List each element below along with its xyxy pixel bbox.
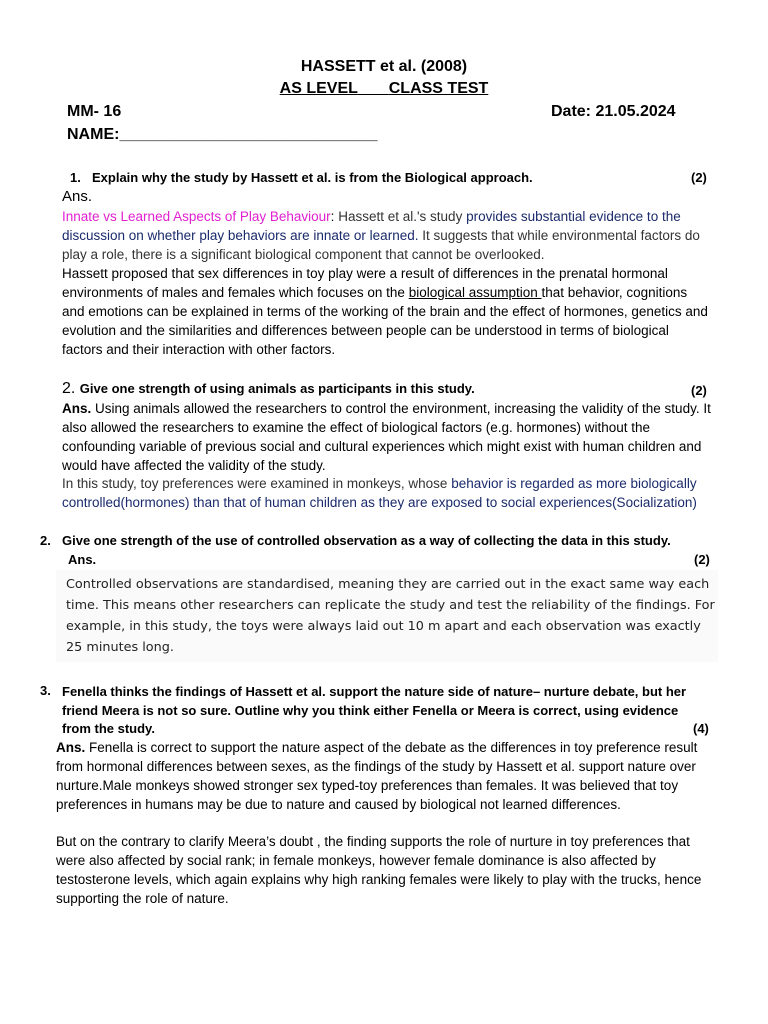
q3-answer-text: Controlled observations are standardised, meaning they are carried out in the exact same way each time. This means other researchers can replicate the study and test the reliability of the findings. For example, in this study, the toys were always laid out 10 m apart and each observation was exactly 25 minutes long. [66,577,715,655]
subtitle-test: CLASS TEST [388,80,489,97]
q3-question: Give one strength of the use of controlled observation as a way of collecting the data in this study. [62,533,671,548]
q2-number: 2. [62,380,76,397]
test-date: Date: 21.05.2024 [551,103,676,120]
q3-answer-box [56,570,718,662]
doc-title: HASSETT et al. (2008) [300,58,468,75]
q4-marks: (4) [693,721,709,736]
q4-answer-p2: But on the contrary to clarify Meera’s doubt , the finding supports the role of nurture in toy preferences that were also affected by social rank; in female monkeys, however female dominance is also affected by testosterone levels, which again explains why high ranking females were likely to play with the trucks, hence supporting the role of nature. [56,834,702,906]
q3-number: 2. [40,533,51,548]
q1-question: Explain why the study by Hassett et al. is from the Biological approach. [92,170,533,185]
q1-number: 1. [70,170,81,185]
q1-answer-p1: Innate vs Learned Aspects of Play Behaviour: Hassett et al.'s study provides substantial evidence to the discussion on whether play behaviors are innate or learned. It suggests that while environmental factors do play a role, there is a significant biological component that cannot be overlooked. [62,209,700,262]
q1-heading: Innate vs Learned Aspects of Play Behaviour [62,209,331,224]
q2-heading [62,380,475,398]
q4-number: 3. [40,683,51,698]
q3-ans-label: Ans. [68,552,97,567]
name-label: NAME: [67,126,120,143]
q1-answer-p2: Hassett proposed that sex differences in toy play were a result of differences in the prenatal hormonal environments of males and females which focuses on the biological assumption that behavior, cognitions and emotions can be explained in terms of the working of the brain and the effect of hormones, genetics and evolution and the similarities and differences between people can be understood in terms of biological factors and their interaction with other factors. [62,266,708,357]
subtitle-level: AS LEVEL [279,80,358,97]
q1-marks: (2) [691,170,707,185]
q4-question: Fenella thinks the findings of Hassett et al. support the nature side of nature– nurture debate, but her friend Meera is not so sure. Outline why you think either Fenella or Meera is correct, using evidence from the study. [62,684,687,736]
q2-question: Give one strength of using animals as participants in this study. [79,381,475,396]
doc-subtitle [0,80,768,98]
q4-answer-p1: Ans. Fenella is correct to support the nature aspect of the debate as the differences in toy preference result from hormonal differences between sexes, as the findings of the study by Hassett et al. support nature over nurture.Male monkeys showed stronger sex typed-toy preferences than females. It was believed that toy preferences in humans may be due to nature and caused by biological not learned differences. [56,740,698,812]
student-name-line [67,126,378,144]
max-marks: MM- 16 [67,103,122,120]
q2-marks: (2) [691,383,707,398]
q2-answer-p2: In this study, toy preferences were examined in monkeys, whose behavior is regarded as more biologically controlled(hormones) than that of human children as they are exposed to social experiences(Socialization) [62,476,697,510]
q1-ans-label: Ans. [62,188,93,205]
q2-ans-label: Ans. [62,401,92,416]
name-blank: _____________________________ [119,126,378,143]
q3-marks: (2) [694,552,710,567]
q2-answer-p1: Ans. Using animals allowed the researchers to control the environment, increasing the validity of the study. It also allowed the researchers to examine the effect of biological factors (e.g. hormones) without the confounding variable of previous social and cultural experiences which might exist with human children and would have affected the validity of the study. [62,401,711,473]
biological-assumption: biological assumption [408,285,542,300]
q4-ans-label: Ans. [56,740,86,755]
